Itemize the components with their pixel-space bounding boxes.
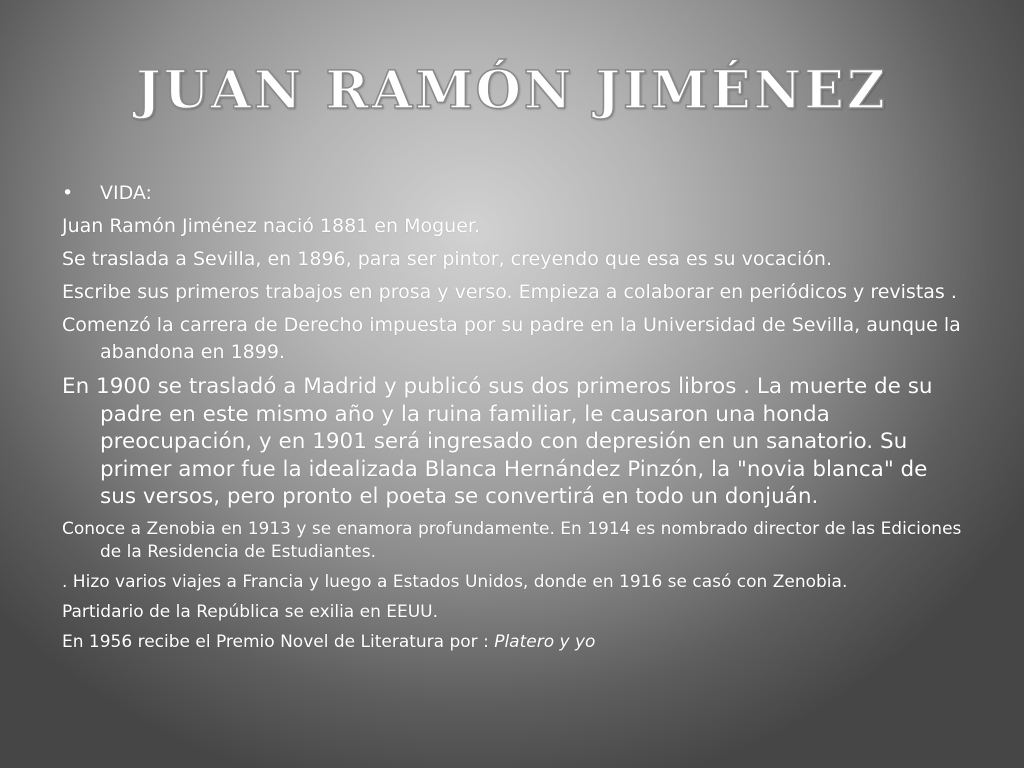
bullet-icon: • (62, 182, 74, 204)
paragraph-nobel (62, 631, 964, 654)
platero-y-yo-title: Platero y yo (494, 631, 596, 652)
paragraph-madrid: En 1900 se trasladó a Madrid y publicó sus dos primeros libros . La muerte de su padre en este mismo año y la ruina familiar, le causaron una honda preocupación, y en 1901 será ingresado con depresión en un sanatorio. Su primer amor fue la idealizada Blanca Hernández Pinzón, la "novia blanca" de sus versos, pero pronto el poeta se convertirá en todo un donjuán. (62, 374, 933, 509)
paragraph-sevilla: Se traslada a Sevilla, en 1896, para ser pintor, creyendo que esa es su vocación. (62, 248, 833, 270)
paragraph-exile: Partidario de la República se exilia en EEUU. (62, 601, 439, 622)
paragraph-birth: Juan Ramón Jiménez nació 1881 en Moguer. (62, 215, 480, 237)
paragraph-zenobia: Conoce a Zenobia en 1913 y se enamora profundamente. En 1914 es nombrado director de las Ediciones de la Residencia de Estudiantes. (62, 518, 962, 562)
bullet-item-vida (62, 180, 964, 207)
bullet-label: VIDA: (100, 182, 152, 204)
slide-body (62, 180, 964, 654)
slide-title: JUAN RAMÓN JIMÉNEZ (136, 60, 888, 121)
nobel-text: En 1956 recibe el Premio Novel de Literatura por : (62, 631, 495, 652)
paragraph-law-studies: Comenzó la carrera de Derecho impuesta por su padre en la Universidad de Sevilla, aunque la abandona en 1899. (62, 314, 961, 363)
paragraph-first-works: Escribe sus primeros trabajos en prosa y verso. Empieza a colaborar en periódicos y revistas . (62, 281, 957, 303)
paragraph-travels: . Hizo varios viajes a Francia y luego a Estados Unidos, donde en 1916 se casó con Zenobia. (62, 571, 848, 592)
